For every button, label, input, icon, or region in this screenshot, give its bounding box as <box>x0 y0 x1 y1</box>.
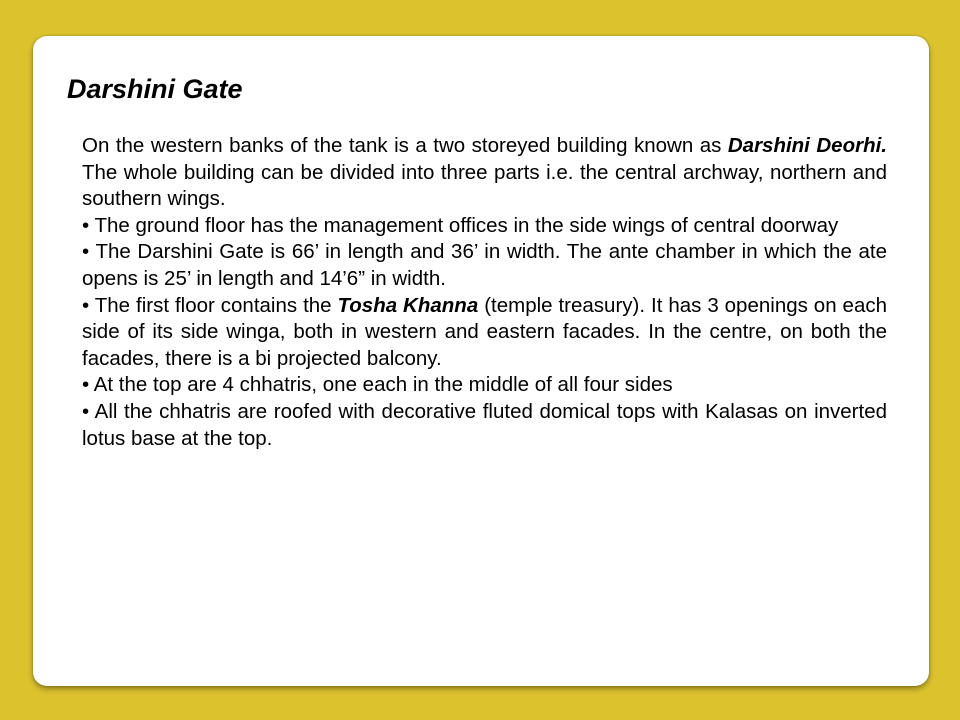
intro-paragraph <box>82 133 887 213</box>
bullet-first-floor-after: (temple treasury). It has 3 openings on each side of its side winga, both in western and eastern facades. In the centre, on both the facades, there is a bi projected balcony. <box>82 293 887 370</box>
bullet-first-floor <box>82 293 887 373</box>
intro-text-after: The whole building can be divided into three parts i.e. the central archway, northern and southern wings. <box>82 160 887 211</box>
intro-emphasis: Darshini Deorhi. <box>727 134 887 157</box>
slide-card <box>33 36 929 686</box>
bullet-chhatris-top: • At the top are 4 chhatris, one each in the middle of all four sides <box>82 373 673 397</box>
slide-body <box>82 133 887 452</box>
intro-text-before: On the western banks of the tank is a two storeyed building known as <box>82 134 728 157</box>
bullet-first-floor-before: • The first floor contains the <box>82 293 338 317</box>
bullet-first-floor-emphasis: Tosha Khanna <box>337 293 479 317</box>
bullet-gate-dimensions: • The Darshini Gate is 66’ in length and 36’ in width. The ante chamber in which the ate opens is 25’ in length and 14’6” in width. <box>82 240 887 290</box>
bullet-chhatris-roof: • All the chhatris are roofed with decorative fluted domical tops with Kalasas on inverted lotus base at the top. <box>82 399 887 450</box>
bullet-ground-floor: • The ground floor has the management offices in the side wings of central doorway <box>82 213 839 237</box>
slide-title: Darshini Gate <box>67 74 243 104</box>
